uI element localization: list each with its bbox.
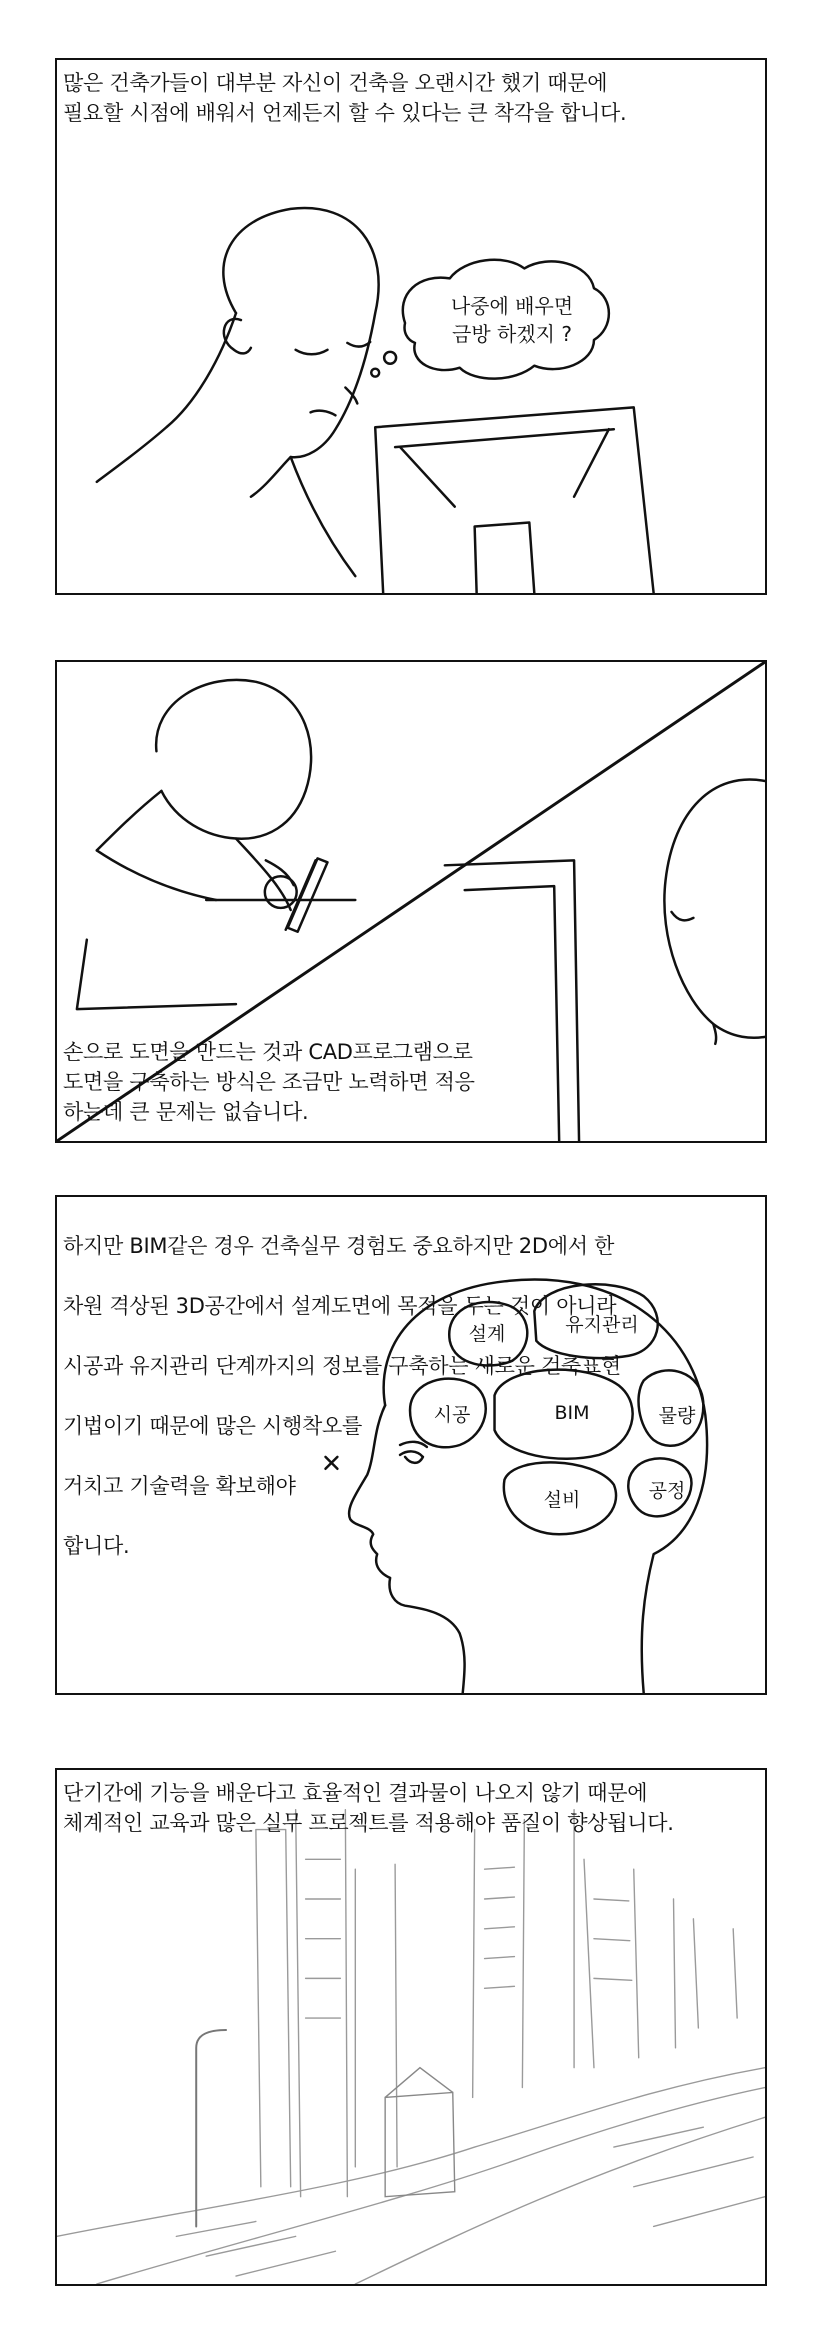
pencil [286, 858, 328, 931]
panel-1-caption: 많은 건축가들이 대부분 자신이 건축을 오랜시간 했기 때문에 필요할 시점에 배워서 언제든지 할 수 있다는 큰 착각을 합니다. [63, 68, 763, 128]
panel-3-caption-line-1: 하지만 BIM같은 경우 건축실무 경험도 중요하지만 2D에서 한 [63, 1234, 615, 1258]
panel-3-caption-line-2: 차원 격상된 3D공간에서 설계도면에 목적을 두는 것이 아니라 [63, 1294, 617, 1318]
panel-4-caption: 단기간에 기능을 배운다고 효율적인 결과물이 나오지 않기 때문에 체계적인 교육과 많은 실무 프로젝트를 적용해야 품질이 향상됩니다. [63, 1781, 674, 1835]
street-lamp [196, 2030, 226, 2226]
comic-panel-2 [55, 660, 767, 1143]
panel-1-illustration [57, 60, 765, 593]
brain-label-construction: 시공 [433, 1404, 471, 1426]
character-mouth [311, 411, 336, 416]
panel-3-caption [63, 1201, 763, 1591]
comic-panel-1 [55, 58, 767, 595]
panel-3-caption-line-5: 거치고 기술력을 확보해야 [63, 1474, 296, 1498]
thought-bubble-text: 나중에 배우면 금방 하겠지 ? [450, 294, 574, 346]
street-edge [57, 2068, 765, 2237]
comic-panel-4 [55, 1768, 767, 2286]
monitor-frame [375, 407, 653, 593]
brain-label-process: 공정 [648, 1480, 686, 1502]
character-eye-left [296, 350, 328, 354]
panel-3-caption-line-6: 합니다. [63, 1534, 130, 1558]
side-profile-head [664, 779, 765, 1037]
character-eye-right [347, 342, 370, 347]
brain-label-bim: BIM [554, 1402, 590, 1424]
brain-label-equipment: 설비 [543, 1489, 581, 1511]
desk-paper [77, 900, 355, 1009]
drawing-figure-head [156, 680, 311, 839]
comic-panel-3 [55, 1195, 767, 1695]
brain-label-design: 설계 [468, 1323, 506, 1345]
brain-label-maintenance: 유지관리 [565, 1314, 639, 1336]
city-street-sketch [57, 1770, 765, 2284]
brain-label-quantity: 물량 [658, 1405, 696, 1427]
panel-3-caption-line-4: 기법이기 때문에 많은 시행착오를 [63, 1414, 362, 1438]
panel-2-caption: 손으로 도면을 만드는 것과 CAD프로그램으로 도면을 구축하는 방식은 조금만 노력하면 적응 하는데 큰 문제는 없습니다. [63, 1040, 475, 1124]
panel-3-caption-line-3: 시공과 유지관리 단계까지의 정보를 구축하는 새로운 건축표현 [63, 1354, 621, 1378]
